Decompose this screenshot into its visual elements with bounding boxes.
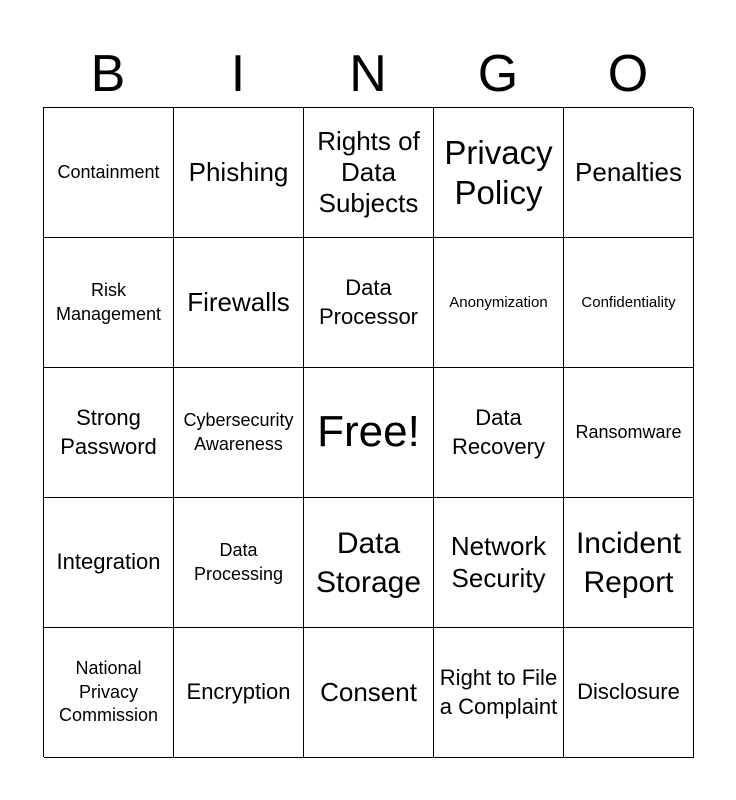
header-letter-b: B [90, 45, 126, 103]
cell-label: Penalties [575, 156, 682, 187]
free-space-label: Free! [317, 407, 420, 457]
cell-label: Phishing [188, 156, 289, 187]
bingo-cell[interactable] [44, 368, 174, 498]
bingo-cell[interactable] [174, 368, 304, 498]
header-letter-o: O [607, 45, 649, 103]
cell-label: Integration [56, 549, 161, 575]
cell-label: Privacy Policy [444, 133, 553, 211]
cell-label: Containment [57, 161, 160, 182]
bingo-cell[interactable] [304, 628, 434, 758]
header-letter-g: G [477, 45, 519, 103]
bingo-cell[interactable] [564, 628, 694, 758]
bingo-cell[interactable] [44, 498, 174, 628]
bingo-cell[interactable] [304, 498, 434, 628]
bingo-header [43, 40, 693, 108]
header-letter-n: N [349, 45, 387, 103]
bingo-cell[interactable] [174, 238, 304, 368]
cell-label: Network Security [450, 531, 547, 593]
bingo-cell[interactable] [44, 108, 174, 238]
cell-label: Rights of Data Subjects [317, 125, 420, 219]
cell-label: Incident Report [575, 526, 682, 599]
bingo-cell[interactable] [434, 628, 564, 758]
cell-label: Ransomware [575, 421, 682, 442]
cell-label: Strong Password [60, 404, 157, 459]
bingo-cell[interactable] [304, 108, 434, 238]
cell-label: Data Processing [193, 540, 284, 584]
cell-label: Consent [320, 676, 417, 707]
cell-label: Data Processor [318, 274, 419, 329]
bingo-cell[interactable] [564, 368, 694, 498]
cell-label: Data Storage [315, 526, 422, 599]
bingo-cell[interactable] [44, 238, 174, 368]
bingo-cell[interactable] [564, 108, 694, 238]
bingo-cell[interactable] [174, 498, 304, 628]
cell-label: Risk Management [55, 280, 162, 324]
cell-label: Anonymization [449, 293, 548, 311]
bingo-cell[interactable] [304, 238, 434, 368]
bingo-cell[interactable] [434, 108, 564, 238]
cell-label: National Privacy Commission [58, 658, 159, 726]
bingo-cell[interactable] [174, 108, 304, 238]
bingo-board [43, 107, 693, 757]
cell-label: Firewalls [187, 286, 290, 317]
bingo-cell[interactable] [434, 238, 564, 368]
cell-label: Encryption [186, 679, 291, 705]
bingo-cell[interactable] [434, 498, 564, 628]
header-letter-i: I [230, 45, 246, 103]
bingo-cell[interactable] [44, 628, 174, 758]
cell-label: Confidentiality [581, 293, 676, 311]
bingo-cell[interactable] [174, 628, 304, 758]
cell-label: Right to File a Complaint [439, 664, 558, 719]
free-space-cell[interactable] [304, 368, 434, 498]
cell-label: Disclosure [577, 679, 680, 705]
cell-label: Cybersecurity Awareness [183, 410, 294, 454]
bingo-cell[interactable] [564, 238, 694, 368]
cell-label: Data Recovery [452, 404, 545, 459]
bingo-cell[interactable] [434, 368, 564, 498]
bingo-cell[interactable] [564, 498, 694, 628]
